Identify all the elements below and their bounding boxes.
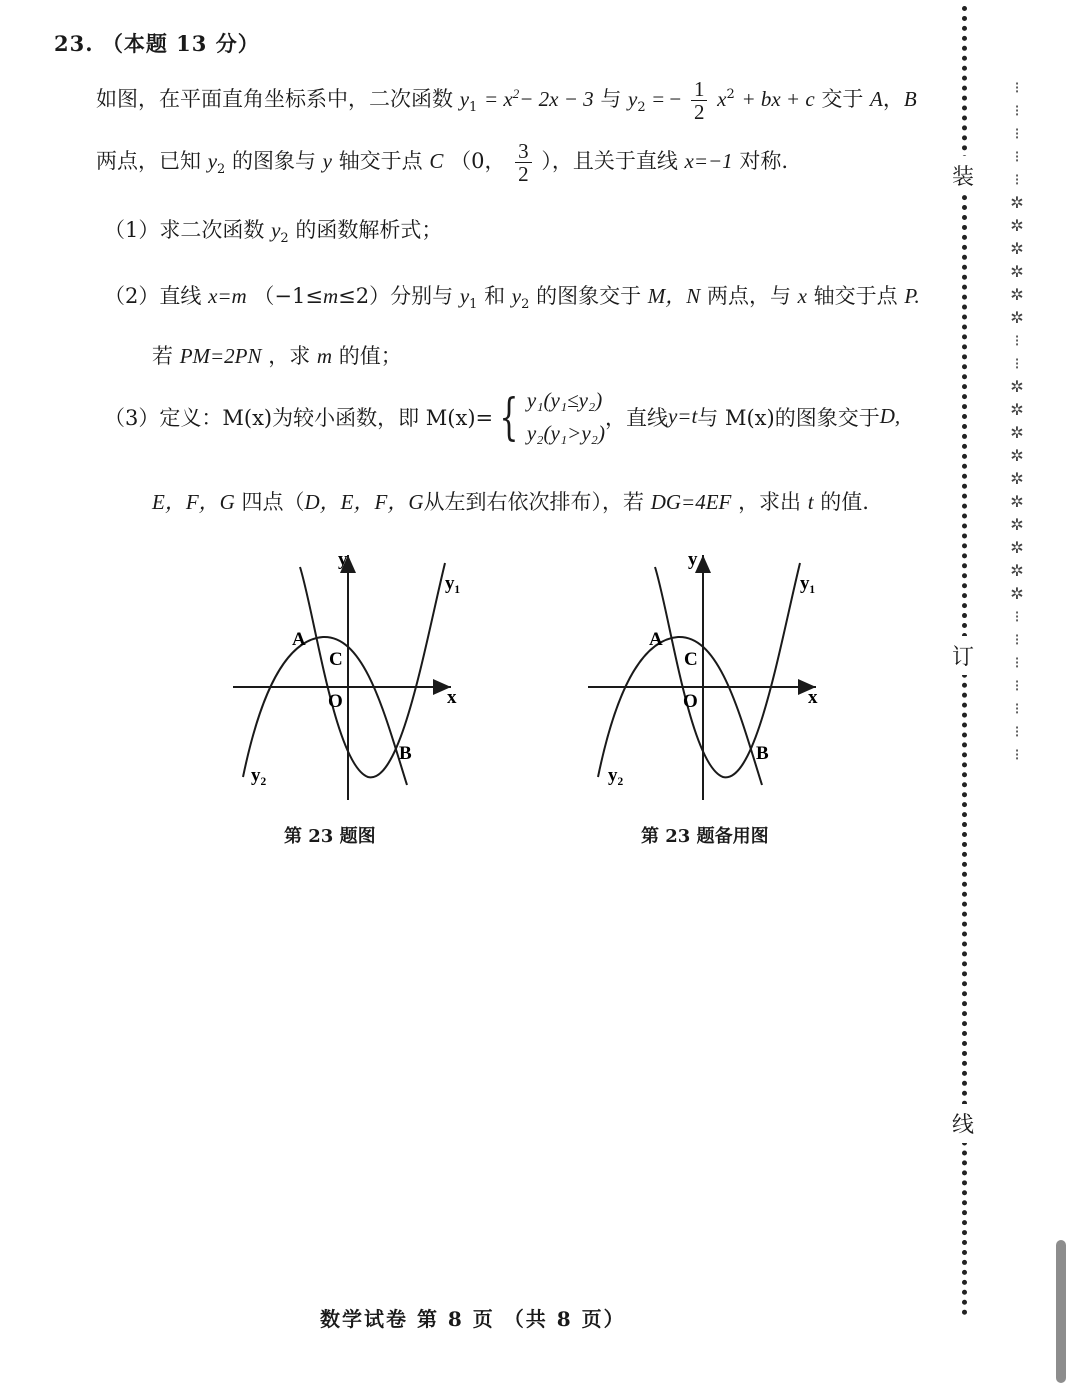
part-2-line-2: 若 PM=2PN ，求 m 的值； xyxy=(152,344,402,368)
intro-line-1: 如图，在平面直角坐标系中，二次函数 $y_1 = x^2- 2x - 3$ 与 $y_2$ = − $\frac{1}{2}$ $x^2$ + bx + c 交于 A，B xyxy=(96,77,917,125)
fraction-one-half: $\frac{1}{2}$ xyxy=(691,78,708,123)
margin-bleed-through-marks: ⁝ ⁝ ⁝ ⁝ ⁝ ✲ ✲ ✲ ✲ ✲ ✲ ⁝ ⁝ ✲ ✲ ✲ ✲ ✲ ✲ ✲ ✲ ✲ ✲ ⁝ ⁝ ⁝ ⁝ ⁝ ⁝ ⁝ xyxy=(1010,78,1024,764)
part-3-line-2: E，F，G 四点（D，E，F，G从左到右依次排布），若 DG=4EF ，求出 t 的值. xyxy=(152,490,869,514)
point-b-label: B xyxy=(756,743,769,764)
point-a-label: A xyxy=(649,629,663,650)
figure-main-caption: 第 23 题图 xyxy=(284,826,376,847)
y-axis-label: y xyxy=(338,549,348,570)
y-axis-label: y xyxy=(688,549,698,570)
binding-ding-char: 订 xyxy=(952,636,974,675)
part-3-line-1: （3） 定义：M(x)为较小函数，即 M(x)= { y₁(y₁≤y₂) y₂(y₁>y₂) ，直线 y=t 与 M(x)的图象交于 D, xyxy=(104,384,900,449)
curve-y2-label: y₂ xyxy=(608,765,624,786)
curve-y2 xyxy=(243,637,407,785)
part-2-line-1: （2）直线 x=m （−1≤m≤2）分别与 $y_1$ 和 $y_2$ 的图象交于 M，N 两点，与 x 轴交于点 P. xyxy=(104,284,920,313)
origin-label: O xyxy=(683,691,698,712)
curve-y2 xyxy=(598,637,762,785)
x-axis-label: x xyxy=(447,687,457,708)
point-c-label: C xyxy=(329,649,343,670)
part-1: （1）求二次函数 $y_2$ 的函数解析式； xyxy=(104,218,443,247)
point-c-label: C xyxy=(684,649,698,670)
origin-label: O xyxy=(328,691,343,712)
piecewise-cases: { y₁(y₁≤y₂) y₂(y₁>y₂) xyxy=(499,387,605,446)
curve-y2-label: y₂ xyxy=(251,765,267,786)
figure-backup-graph xyxy=(580,545,830,810)
scrollbar-thumb[interactable] xyxy=(1056,1240,1066,1383)
binding-xian-char: 线 xyxy=(952,1104,974,1143)
question-points: （本题 13 分） xyxy=(101,31,260,56)
figure-backup-caption: 第 23 题备用图 xyxy=(641,826,769,847)
point-a-label: A xyxy=(292,629,306,650)
page-footer: 数学试卷 第 8 页 （共 8 页） xyxy=(320,1307,626,1331)
figure-main-graph xyxy=(225,545,475,810)
question-number: 23. xyxy=(54,31,94,56)
intro-line-2: 两点，已知 $y_2$ 的图象与 y 轴交于点 C （0， $\frac{3}{2}$ ），且关于直线 x=−1 对称. xyxy=(96,139,789,187)
binding-zhuang-char: 装 xyxy=(952,156,974,195)
point-b-label: B xyxy=(399,743,412,764)
curve-y1 xyxy=(300,563,445,777)
curve-y1 xyxy=(655,563,800,777)
curve-y1-label: y₁ xyxy=(445,573,461,594)
fraction-three-halves: $\frac{3}{2}$ xyxy=(515,140,532,185)
x-axis-label: x xyxy=(808,687,818,708)
curve-y1-label: y₁ xyxy=(800,573,816,594)
question-header xyxy=(54,28,260,58)
left-brace: { xyxy=(499,387,519,446)
